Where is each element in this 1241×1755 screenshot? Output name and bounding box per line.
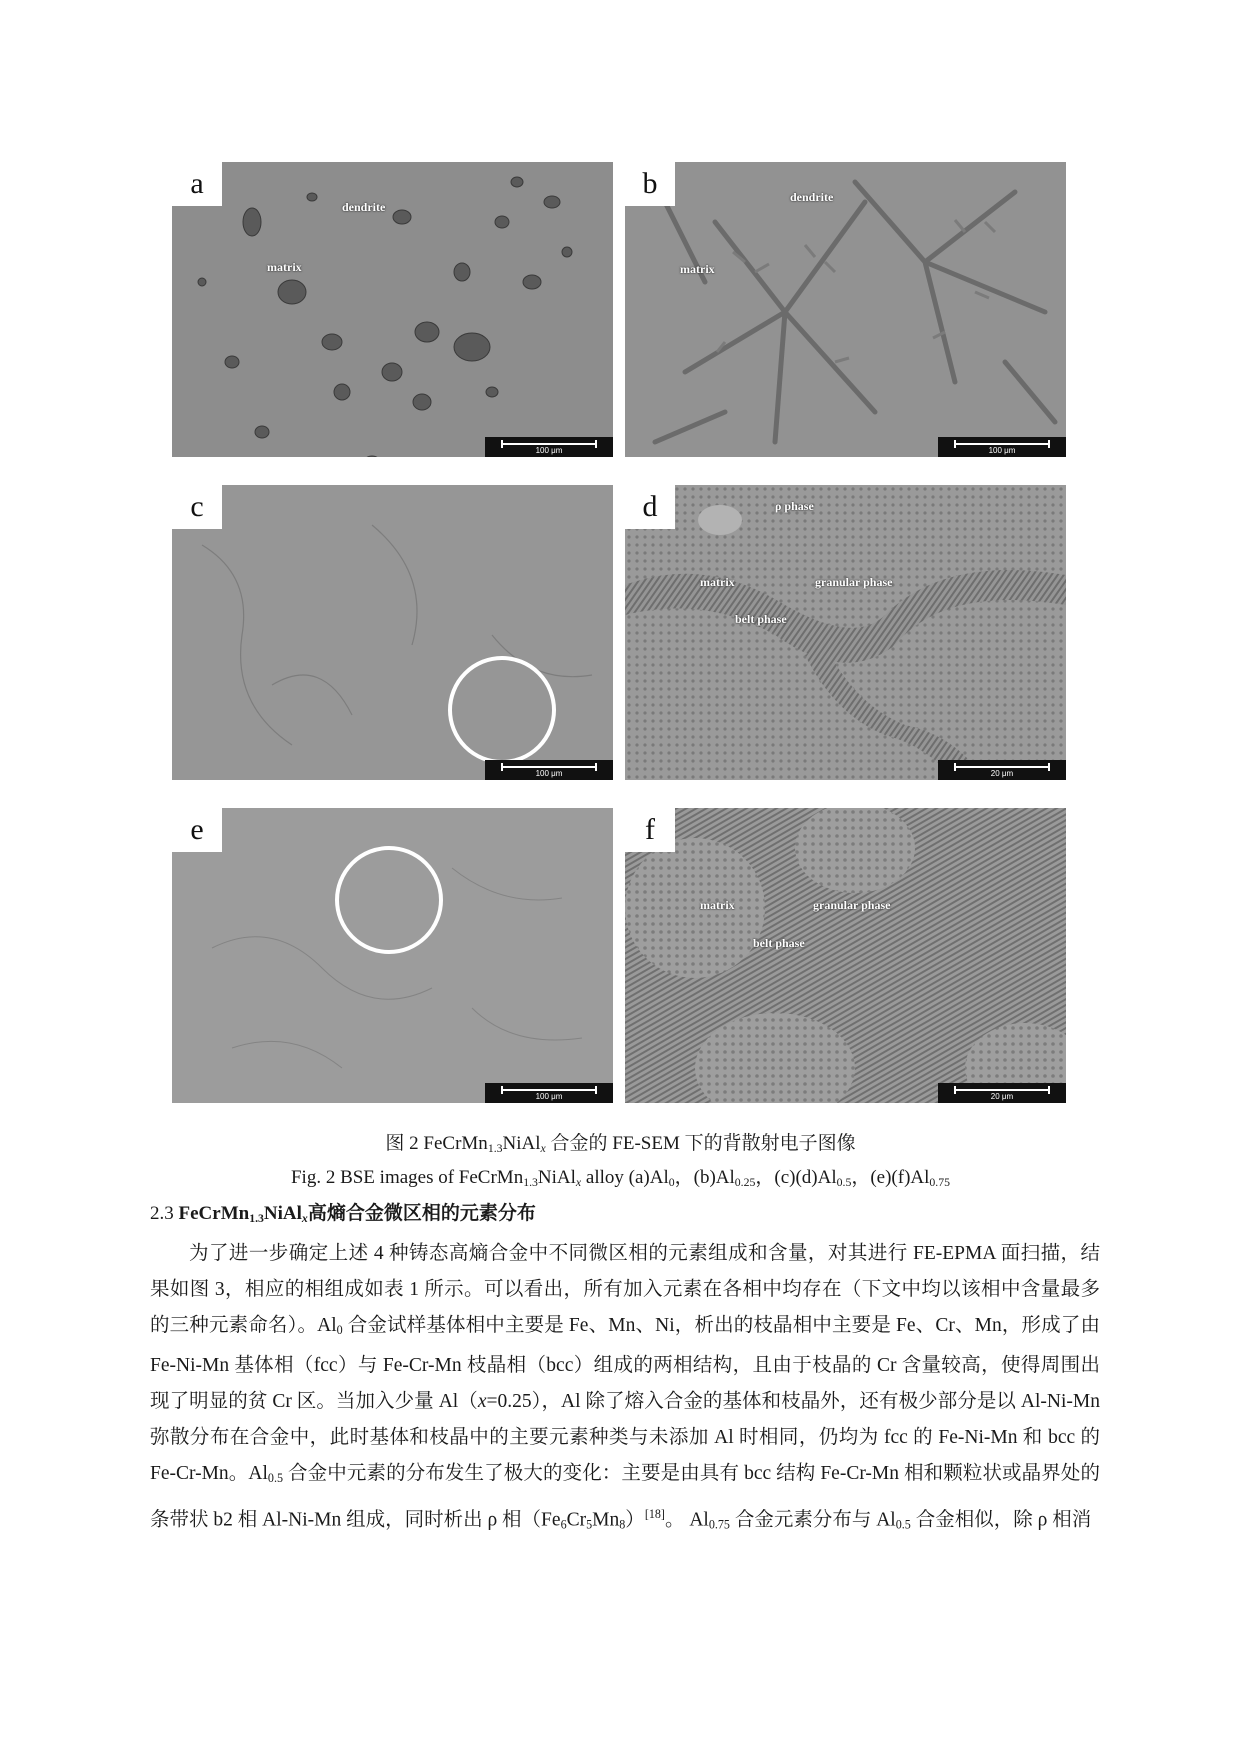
caption-text: ，(e)(f)Al [851,1167,930,1188]
caption-text: 合金的 FE-SEM 下的背散射电子图像 [545,1133,856,1154]
annotation-belt-phase: belt phase [735,612,787,626]
caption-text: NiAl [502,1133,541,1154]
figure-panel-c [172,485,613,780]
scale-bar-label: 20 μm [990,1092,1014,1101]
figure-panel-a [172,162,613,457]
annotation-matrix: matrix [700,898,735,912]
scale-bar [938,437,1066,457]
caption-subscript: 0.75 [929,1175,951,1189]
scale-bar-label: 20 μm [990,769,1014,778]
figure-panel-e [172,808,613,1103]
scale-bar-label: 100 μm [988,446,1016,455]
caption-subscript: 0.25 [734,1175,756,1189]
micrograph-b [625,162,1066,457]
scale-bar-label: 100 μm [535,446,563,455]
caption-text: alloy (a)Al [581,1167,669,1188]
body-paragraph [150,1236,1100,1542]
scale-bar [485,760,613,780]
section-subscript: 1.3 [249,1211,264,1225]
caption-text: ，(c)(d)Al [755,1167,837,1188]
caption-text: 图 2 FeCrMn [385,1133,488,1154]
figure-panel-f [625,808,1066,1103]
caption-subscript: 0 [668,1175,675,1189]
caption-subscript: x [540,1141,546,1155]
scale-bar-label: 100 μm [535,769,563,778]
figure-panel-b [625,162,1066,457]
annotation-rho-phase: ρ phase [775,499,814,513]
scale-bar [938,760,1066,780]
annotation-granular-phase: granular phase [815,575,893,589]
micrograph-e [172,808,613,1103]
scale-bar [485,1083,613,1103]
caption-subscript: 1.3 [523,1175,538,1189]
annotation-matrix: matrix [680,262,715,276]
figure-panel-d [625,485,1066,780]
annotation-matrix: matrix [700,575,735,589]
panel-label: d [625,485,675,529]
panel-label: f [625,808,675,852]
caption-subscript: x [575,1175,582,1189]
panel-label: b [625,162,675,206]
caption-text: ，(b)Al [674,1167,735,1188]
figure-caption-english [0,1162,1241,1190]
scale-bar [938,1083,1066,1103]
scale-bar-label: 100 μm [535,1092,563,1101]
panel-label: c [172,485,222,529]
micrograph-d [625,485,1066,780]
panel-label: a [172,162,222,206]
caption-subscript: 0.5 [836,1175,852,1189]
section-title: FeCrMn [173,1203,250,1224]
section-title: NiAl [263,1203,302,1224]
annotation-granular-phase: granular phase [813,898,891,912]
section-heading [150,1198,536,1226]
annotation-belt-phase: belt phase [753,936,805,950]
micrograph-f [625,808,1066,1103]
scale-bar [485,437,613,457]
caption-subscript: 1.3 [487,1141,503,1155]
citation-reference: [18] [644,1507,665,1522]
panel-label: e [172,808,222,852]
micrograph-a [172,162,613,457]
annotation-matrix: matrix [267,260,302,274]
section-title: 高熵合金微区相的元素分布 [307,1203,536,1224]
annotation-dendrite: dendrite [342,200,386,214]
paragraph-text: 为了进一步确定上述 4 种铸态高熵合金中不同微区相的元素组成和含量，对其进行 FE-EPMA 面扫描，结果如图 3，相应的相组成如表 1 所示。可以看出，所有加入元素在各相中均存在（下文中均以该相中含量最多的三种元素命名）。$Al_0$ 合金试样基体相中主要是 Fe、Mn、Ni，析出的枝晶相中主要是 Fe、Cr、Mn，形成了由 Fe-Ni-Mn 基体相（fcc）与 Fe-Cr-Mn 枝晶相（bcc）组成的两相结构，且由于枝晶的 Cr 含量较高，使得周围出现了明显的贫 Cr 区。当加入少量 Al（x=0.25），Al 除了熔入合金的基体和枝晶外，还有极少部分是以 Al-Ni-Mn 弥散分布在合金中，此时基体和枝晶中的主要元素种类与未添加 Al 时相同，仍均为 fcc 的 Fe-Ni-Mn 和 bcc 的 Fe-Cr-Mn。$Al_{0.5}$ 合金中元素的分布发生了极大的变化：主要是由具有 bcc 结构 Fe-Cr-Mn 相和颗粒状或晶界处的条带状 b2 相 Al-Ni-Mn 组成，同时析出 ρ 相$(Fe_6Cr_5Mn_8)[18]$。 $Al_{0.75}$ 合金元素分布与 $Al_{0.5}$ 合金相似，除 ρ 相消 [150,1243,1101,1532]
section-subscript: x [301,1211,308,1225]
micrograph-c [172,485,613,780]
caption-text: NiAl [537,1167,576,1188]
annotation-dendrite: dendrite [790,190,834,204]
figure-caption-chinese [0,1128,1241,1156]
caption-text: Fig. 2 BSE images of FeCrMn [290,1167,524,1188]
section-number: 2.3 [150,1203,174,1224]
